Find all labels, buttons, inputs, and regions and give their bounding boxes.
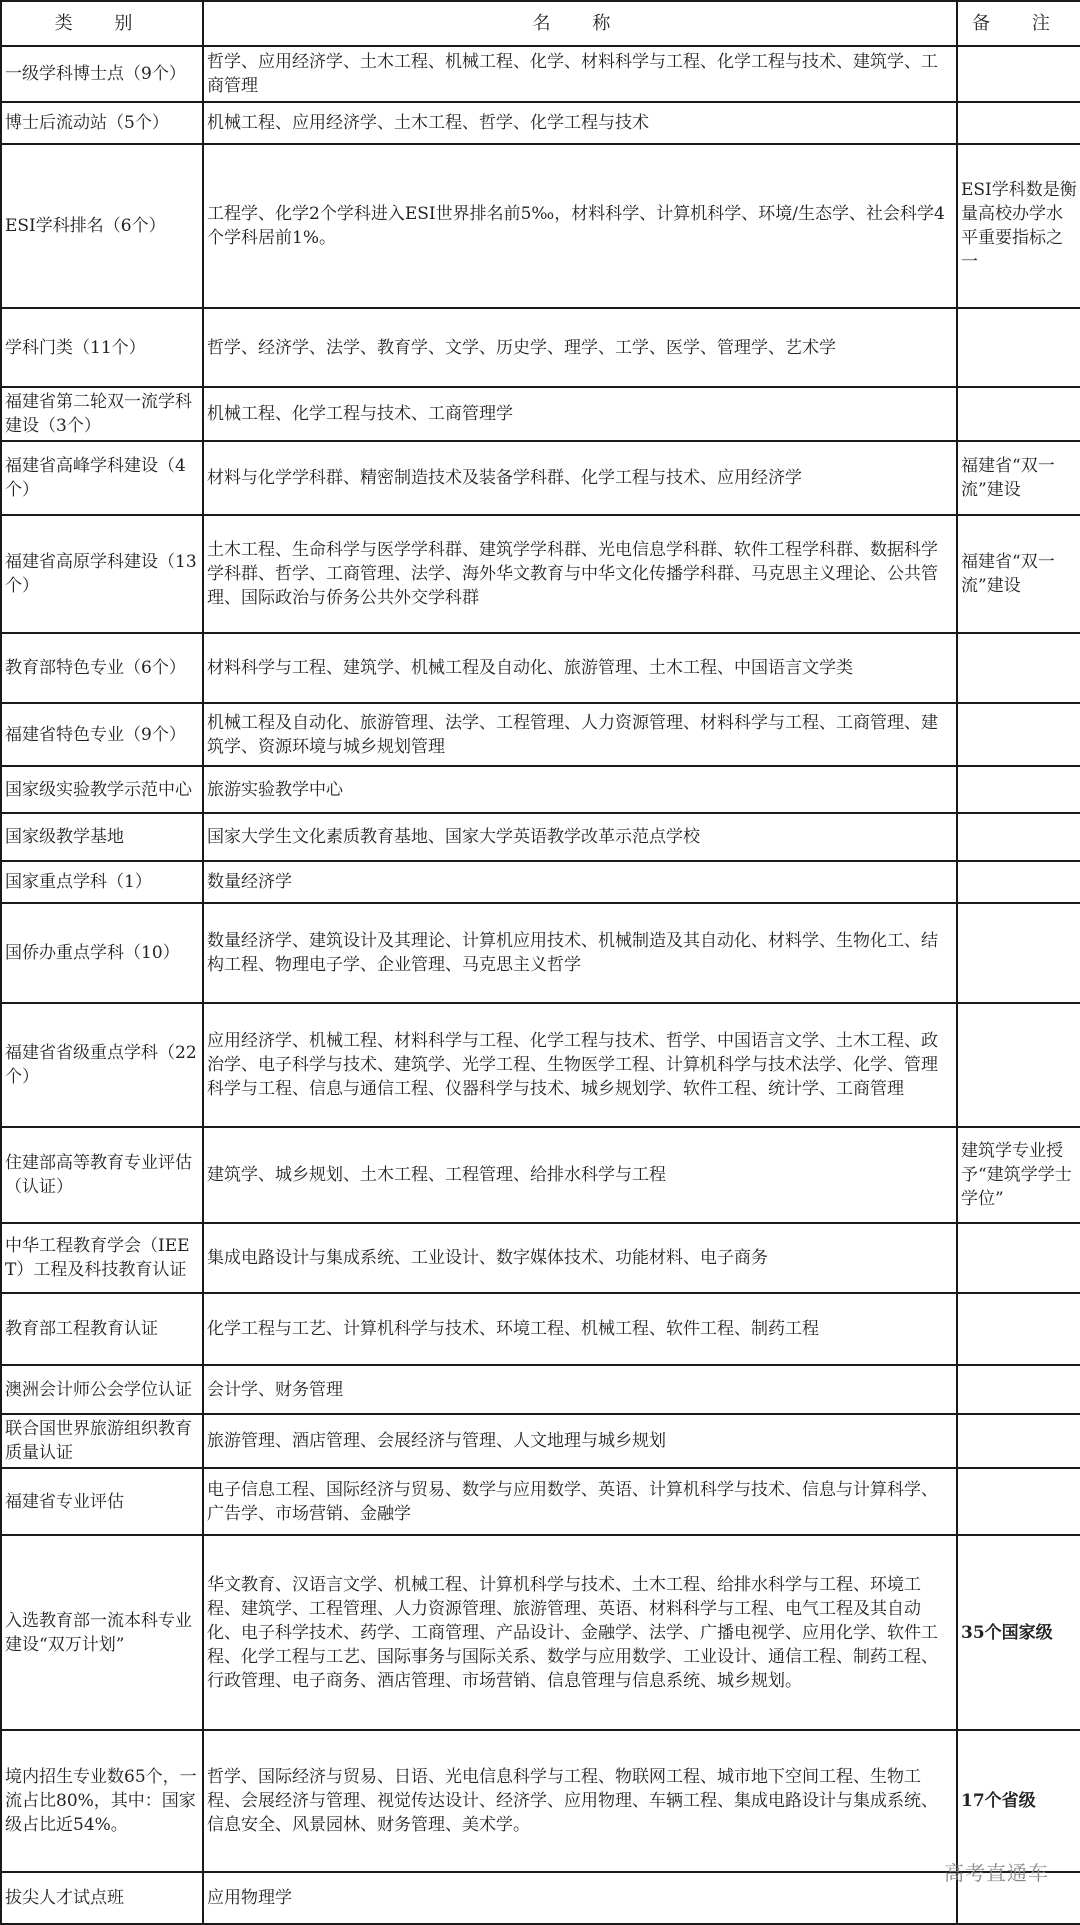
row-category: 福建省高原学科建设（13个）	[1, 515, 203, 633]
table-row	[1, 633, 1080, 703]
row-names: 材料与化学学科群、精密制造技术及装备学科群、化学工程与技术、应用经济学	[203, 441, 957, 515]
row-category: 国家级实验教学示范中心	[1, 766, 203, 813]
row-note: 35个国家级	[957, 1535, 1080, 1730]
row-names: 化学工程与工艺、计算机科学与技术、环境工程、机械工程、软件工程、制药工程	[203, 1293, 957, 1365]
table-row	[1, 1293, 1080, 1365]
row-names: 华文教育、汉语言文学、机械工程、计算机科学与技术、土木工程、给排水科学与工程、环境工程、建筑学、工程管理、人力资源管理、旅游管理、英语、材料科学与工程、电气工程及其自动化、电子科学技术、药学、工商管理、产品设计、金融学、法学、广播电视学、应用化学、软件工程、化学工程与工艺、国际事务与国际关系、数学与应用数学、工业设计、通信工程、制药工程、行政管理、电子商务、酒店管理、市场营销、信息管理与信息系统、城乡规划。	[203, 1535, 957, 1730]
table-row	[1, 441, 1080, 515]
row-category: 一级学科博士点（9个）	[1, 46, 203, 102]
header-category: 类 别	[1, 1, 203, 46]
table-row	[1, 1365, 1080, 1414]
row-note	[957, 1003, 1080, 1127]
row-note	[957, 766, 1080, 813]
row-category: 国侨办重点学科（10）	[1, 903, 203, 1003]
table-row	[1, 1127, 1080, 1223]
row-note	[957, 633, 1080, 703]
row-names: 数量经济学、建筑设计及其理论、计算机应用技术、机械制造及其自动化、材料学、生物化工、结构工程、物理电子学、企业管理、马克思主义哲学	[203, 903, 957, 1003]
row-names: 电子信息工程、国际经济与贸易、数学与应用数学、英语、计算机科学与技术、信息与计算科学、广告学、市场营销、金融学	[203, 1468, 957, 1535]
row-category: 联合国世界旅游组织教育质量认证	[1, 1414, 203, 1468]
row-names: 哲学、国际经济与贸易、日语、光电信息科学与工程、物联网工程、城市地下空间工程、生物工程、会展经济与管理、视觉传达设计、经济学、应用物理、车辆工程、集成电路设计与集成系统、信息安全、风景园林、财务管理、美术学。	[203, 1730, 957, 1872]
table-row	[1, 308, 1080, 387]
table-row	[1, 46, 1080, 102]
table-row	[1, 1003, 1080, 1127]
row-names: 机械工程、化学工程与技术、工商管理学	[203, 387, 957, 441]
row-note	[957, 903, 1080, 1003]
row-note	[957, 813, 1080, 861]
row-category: 福建省第二轮双一流学科建设（3个）	[1, 387, 203, 441]
row-note: 建筑学专业授予“建筑学学士学位”	[957, 1127, 1080, 1223]
row-category: 拔尖人才试点班	[1, 1872, 203, 1924]
row-note	[957, 1468, 1080, 1535]
row-names: 土木工程、生命科学与医学学科群、建筑学学科群、光电信息学科群、软件工程学科群、数据科学学科群、哲学、工商管理、法学、海外华文教育与中华文化传播学科群、马克思主义理论、公共管理、国际政治与侨务公共外交学科群	[203, 515, 957, 633]
row-names: 机械工程、应用经济学、土木工程、哲学、化学工程与技术	[203, 102, 957, 144]
table-row	[1, 903, 1080, 1003]
table-row	[1, 102, 1080, 144]
row-category: 教育部特色专业（6个）	[1, 633, 203, 703]
table-row	[1, 861, 1080, 903]
table-row	[1, 1535, 1080, 1730]
table-row	[1, 387, 1080, 441]
row-category	[1, 1535, 203, 1730]
table-row	[1, 703, 1080, 766]
row-category: 国家级教学基地	[1, 813, 203, 861]
table-body	[1, 46, 1080, 1924]
row-names: 集成电路设计与集成系统、工业设计、数字媒体技术、功能材料、电子商务	[203, 1223, 957, 1293]
table-row	[1, 1872, 1080, 1924]
row-names: 建筑学、城乡规划、土木工程、工程管理、给排水科学与工程	[203, 1127, 957, 1223]
row-note	[957, 387, 1080, 441]
row-note: 17个省级	[957, 1730, 1080, 1872]
row-category: 国家重点学科（1）	[1, 861, 203, 903]
row-note	[957, 308, 1080, 387]
watermark-text: 高考直通车	[944, 1861, 1049, 1885]
row-names: 旅游管理、酒店管理、会展经济与管理、人文地理与城乡规划	[203, 1414, 957, 1468]
row-category: 福建省省级重点学科（22个）	[1, 1003, 203, 1127]
row-category: ESI学科排名（6个）	[1, 144, 203, 308]
row-note	[957, 1872, 1080, 1924]
row-names: 应用物理学	[203, 1872, 957, 1924]
row-note	[957, 46, 1080, 102]
row-category: 教育部工程教育认证	[1, 1293, 203, 1365]
row-note	[957, 861, 1080, 903]
row-names: 工程学、化学2个学科进入ESI世界排名前5‰，材料科学、计算机科学、环境/生态学、社会科学4个学科居前1%。	[203, 144, 957, 308]
row-note: 福建省“双一流”建设	[957, 515, 1080, 633]
row-category: 福建省特色专业（9个）	[1, 703, 203, 766]
row-note	[957, 703, 1080, 766]
row-names: 哲学、应用经济学、土木工程、机械工程、化学、材料科学与工程、化学工程与技术、建筑学、工商管理	[203, 46, 957, 102]
row-names: 应用经济学、机械工程、材料科学与工程、化学工程与技术、哲学、中国语言文学、土木工程、政治学、电子科学与技术、建筑学、光学工程、生物医学工程、计算机科学与技术法学、化学、管理科学与工程、信息与通信工程、仪器科学与技术、城乡规划学、软件工程、统计学、工商管理	[203, 1003, 957, 1127]
row-category: 澳洲会计师公会学位认证	[1, 1365, 203, 1414]
table-header-row	[1, 1, 1080, 46]
row-note	[957, 1414, 1080, 1468]
row-category: 住建部高等教育专业评估（认证）	[1, 1127, 203, 1223]
row-category: 福建省高峰学科建设（4个）	[1, 441, 203, 515]
row-category-text: 入选教育部一流本科专业建设“双万计划”	[5, 1610, 192, 1655]
row-note	[957, 102, 1080, 144]
row-note	[957, 1223, 1080, 1293]
row-names: 会计学、财务管理	[203, 1365, 957, 1414]
row-category: 福建省专业评估	[1, 1468, 203, 1535]
row-category: 博士后流动站（5个）	[1, 102, 203, 144]
row-names: 材料科学与工程、建筑学、机械工程及自动化、旅游管理、土木工程、中国语言文学类	[203, 633, 957, 703]
row-note	[957, 1293, 1080, 1365]
table-row	[1, 1414, 1080, 1468]
row-category: 学科门类（11个）	[1, 308, 203, 387]
table-row	[1, 515, 1080, 633]
table-row	[1, 1223, 1080, 1293]
row-category: 中华工程教育学会（IEET）工程及科技教育认证	[1, 1223, 203, 1293]
row-note: ESI学科数是衡量高校办学水平重要指标之一	[957, 144, 1080, 308]
header-names: 名 称	[203, 1, 957, 46]
table-row	[1, 1730, 1080, 1872]
row-names: 国家大学生文化素质教育基地、国家大学英语教学改革示范点学校	[203, 813, 957, 861]
table-row	[1, 144, 1080, 308]
header-notes: 备 注	[957, 1, 1080, 46]
row-note: 福建省“双一流”建设	[957, 441, 1080, 515]
row-names: 数量经济学	[203, 861, 957, 903]
table-row	[1, 1468, 1080, 1535]
table-row	[1, 766, 1080, 813]
row-category: 境内招生专业数65个，一流占比80%，其中：国家级占比近54%。	[1, 1730, 203, 1872]
row-names: 旅游实验教学中心	[203, 766, 957, 813]
row-note	[957, 1365, 1080, 1414]
row-names: 哲学、经济学、法学、教育学、文学、历史学、理学、工学、医学、管理学、艺术学	[203, 308, 957, 387]
table-row	[1, 813, 1080, 861]
row-names: 机械工程及自动化、旅游管理、法学、工程管理、人力资源管理、材料科学与工程、工商管理、建筑学、资源环境与城乡规划管理	[203, 703, 957, 766]
